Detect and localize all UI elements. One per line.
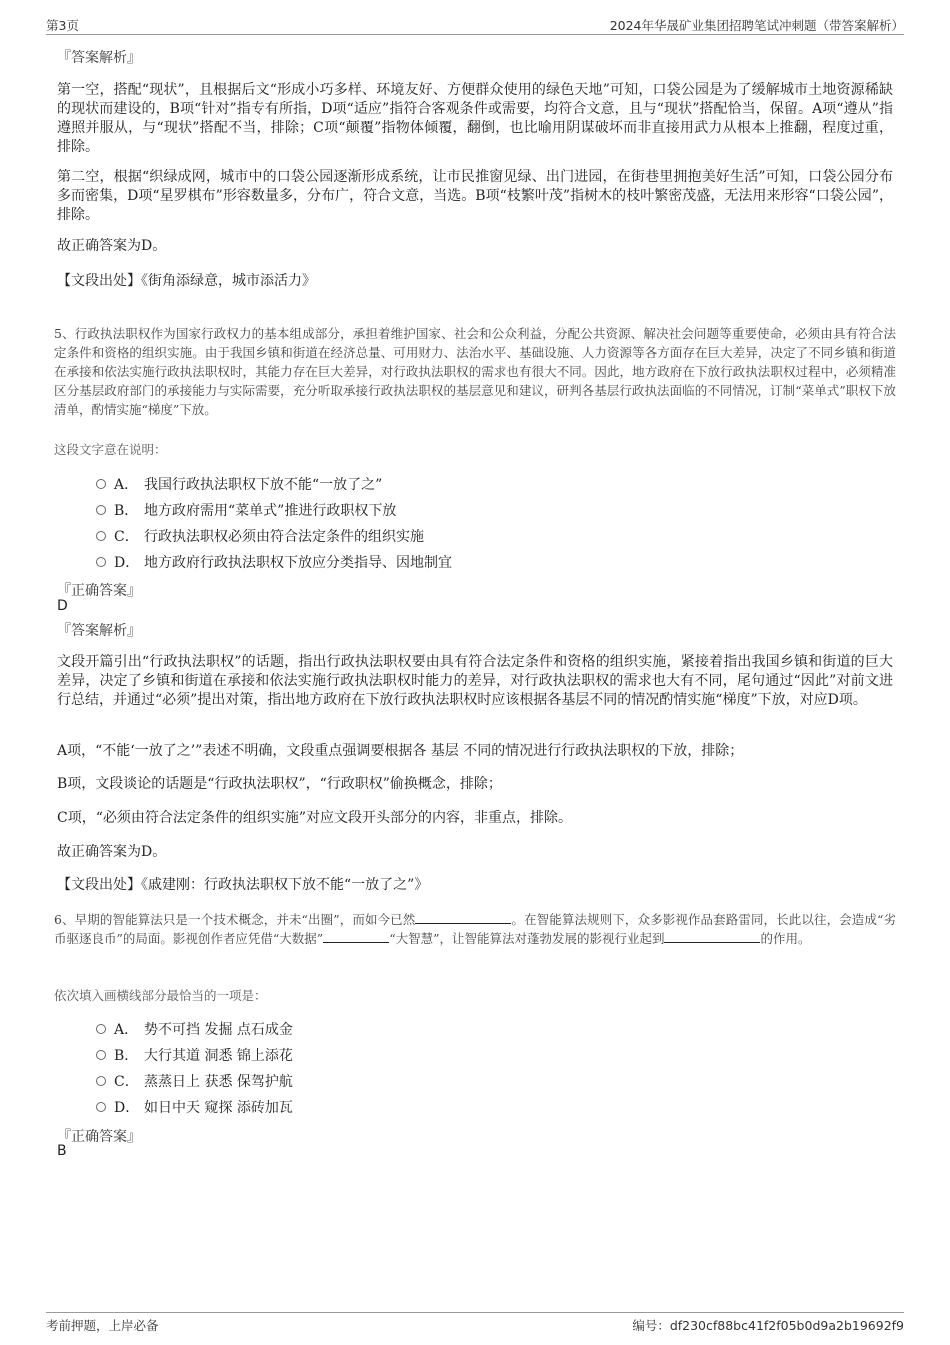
- radio-icon[interactable]: [96, 1102, 106, 1112]
- fill-blank-1: [415, 911, 511, 924]
- q6-option-a[interactable]: A． 势不可挡 发掘 点石成金: [96, 1019, 293, 1039]
- q6-stem: 6、早期的智能算法只是一个技术概念，并未“出圈”，而如今已然 。在智能算法规则下，众多影视作品套路雷同，长此以往，会造成“劣币驱逐良币”的局面。影视创作者应凭借“大数据” “大智慧”，让智能算法对蓬勃发展的影视行业起到 的作用。: [54, 912, 896, 946]
- q6-answer: B: [57, 1143, 67, 1159]
- q5-answer: D: [57, 598, 68, 614]
- radio-icon[interactable]: [96, 1024, 106, 1034]
- q5-analysis-c: C项，“必须由符合法定条件的组织实施”对应文段开头部分的内容，非重点，排除。: [57, 810, 573, 826]
- q4-source: 【文段出处】《街角添绿意，城市添活力》: [57, 273, 316, 289]
- page-number: 第3页: [46, 18, 79, 33]
- radio-icon[interactable]: [96, 531, 106, 541]
- q5-analysis-label: 『答案解析』: [57, 623, 141, 639]
- q5-analysis-b: B项，文段谈论的话题是“行政执法职权”，“行政职权”偷换概念，排除；: [57, 776, 502, 792]
- q5-stem: 5、行政执法职权作为国家行政权力的基本组成部分，承担着维护国家、社会和公众利益，分配公共资源、解决社会问题等重要使命，必须由具有符合法定条件和资格的组织实施。由于我国乡镇和街道在经济总量、可用财力、法治水平、基础设施、人力资源等各方面存在巨大差异，决定了不同乡镇和街道在承接和依法实施行政执法职权时，其能力存在巨大差异，对行政执法职权的需求也有很大不同。因此，地方政府在下放行政执法职权过程中，必须精准区分基层政府部门的承接能力与实际需要，充分听取承接行政执法职权的基层意见和建议，研判各基层行政执法面临的不同情况，订制“菜单式”职权下放清单，酌情实施“梯度”下放。: [54, 326, 896, 417]
- fill-blank-2: [323, 930, 389, 943]
- radio-icon[interactable]: [96, 557, 106, 567]
- q5-option-b[interactable]: B． 地方政府需用“菜单式”推进行政职权下放: [96, 500, 396, 520]
- q5-source: 【文段出处】《戚建刚：行政执法职权下放不能“一放了之”》: [57, 877, 429, 893]
- q4-analysis-label: 『答案解析』: [57, 50, 141, 66]
- q5-conclusion: 故正确答案为D。: [57, 844, 167, 860]
- q5-analysis-a: A项，“不能‘一放了之’”表述不明确，文段重点强调要根据各 基层 不同的情况进行行政执法职权的下放，排除；: [57, 743, 744, 759]
- q4-conclusion: 故正确答案为D。: [57, 238, 167, 254]
- q6-option-c[interactable]: C． 蒸蒸日上 获悉 保驾护航: [96, 1071, 293, 1091]
- q6-answer-label: 『正确答案』: [57, 1129, 141, 1145]
- radio-icon[interactable]: [96, 1050, 106, 1060]
- q5-prompt: 这段文字意在说明：: [54, 442, 167, 457]
- page-footer: [46, 1312, 904, 1335]
- document-title: 2024年华晟矿业集团招聘笔试冲刺题（带答案解析）: [609, 18, 904, 33]
- page-header: [46, 14, 904, 35]
- q5-answer-label: 『正确答案』: [57, 583, 141, 599]
- radio-icon[interactable]: [96, 505, 106, 515]
- q5-option-d[interactable]: D． 地方政府行政执法职权下放应分类指导、因地制宜: [96, 552, 452, 572]
- q6-prompt: 依次填入画横线部分最恰当的一项是：: [54, 988, 267, 1003]
- q6-option-b[interactable]: B． 大行其道 洞悉 锦上添花: [96, 1045, 293, 1065]
- footer-slogan: 考前押题，上岸必备: [46, 1318, 159, 1333]
- q4-analysis-para-1: 第一空，搭配“现状”，且根据后文“形成小巧多样、环境友好、方便群众使用的绿色天地”可知，口袋公园是为了缓解城市土地资源稀缺的现状而建设的，B项“针对”指专有所指，D项“适应”指符合客观条件或需要，均符合文意，且与“现状”搭配恰当，保留。A项“遵从”指遵照并服从，与“现状”搭配不当，排除；C项“颠覆”指物体倾覆，翻倒，也比喻用阴谋破坏而非直接用武力从根本上推翻，程度过重，排除。: [57, 82, 893, 155]
- q6-option-d[interactable]: D． 如日中天 窥探 添砖加瓦: [96, 1097, 293, 1117]
- radio-icon[interactable]: [96, 1076, 106, 1086]
- fill-blank-3: [664, 930, 760, 943]
- q5-option-c[interactable]: C． 行政执法职权必须由符合法定条件的组织实施: [96, 526, 424, 546]
- document-id: 编号：df230cf88bc41f2f05b0d9a2b19692f9: [632, 1318, 904, 1333]
- radio-icon[interactable]: [96, 479, 106, 489]
- q5-analysis-para-1: 文段开篇引出“行政执法职权”的话题，指出行政执法职权要由具有符合法定条件和资格的组织实施，紧接着指出我国乡镇和街道的巨大差异，决定了乡镇和街道在承接和依法实施行政执法职权时能力的差异，对行政执法职权的需求也大有不同，尾句通过“因此”对前文进行总结，并通过“必须”提出对策，指出地方政府在下放行政执法职权时应该根据各基层不同的情况酌情实施“梯度”下放，对应D项。: [57, 654, 893, 708]
- q5-option-a[interactable]: A． 我国行政执法职权下放不能“一放了之”: [96, 474, 382, 494]
- q4-analysis-para-2: 第二空，根据“织绿成网，城市中的口袋公园逐渐形成系统，让市民推窗见绿、出门进园，在街巷里拥抱美好生活”可知，口袋公园分布多而密集，D项“星罗棋布”形容数量多，分布广，符合文意，当选。B项“枝繁叶茂”指树木的枝叶繁密茂盛，无法用来形容“口袋公园”，排除。: [57, 169, 893, 223]
